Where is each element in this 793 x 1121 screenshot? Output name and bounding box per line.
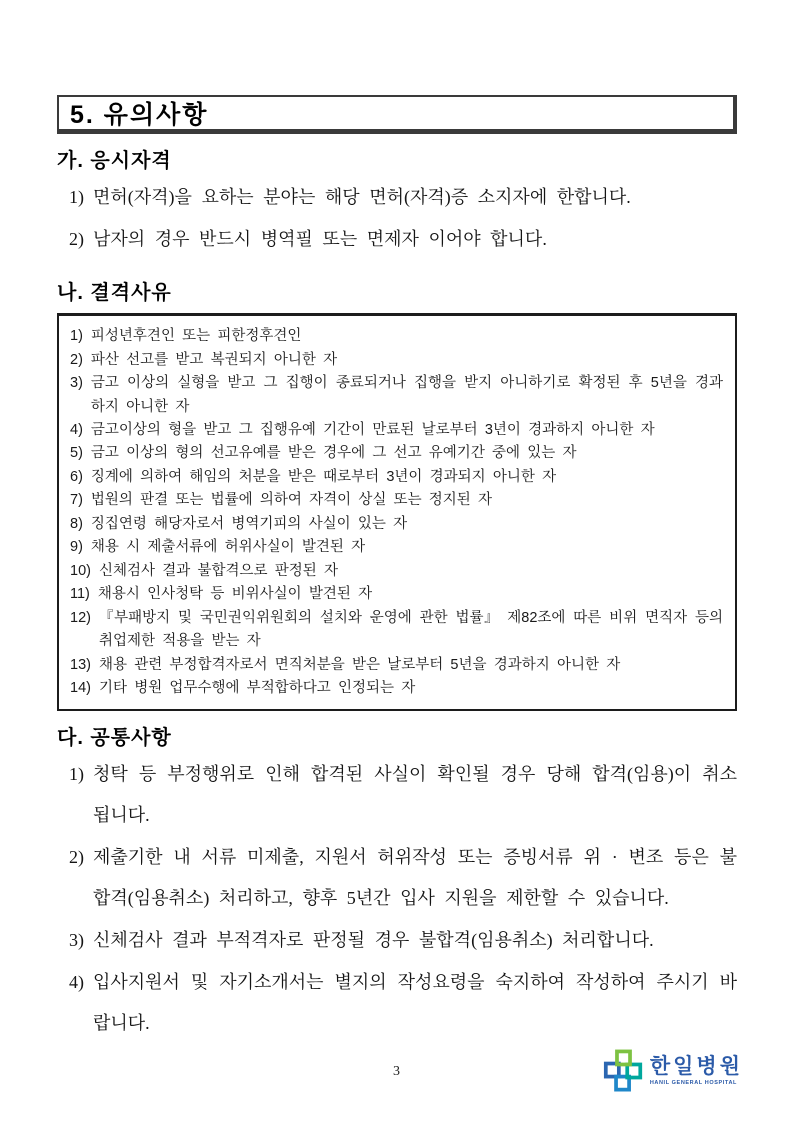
list-item bbox=[70, 419, 723, 442]
item-text: 면허(자격)을 요하는 분야는 해당 면허(자격)증 소지자에 한합니다. bbox=[93, 187, 631, 207]
section-a-heading: 가. 응시자격 bbox=[57, 150, 172, 172]
list-item bbox=[70, 677, 723, 700]
list-item bbox=[70, 536, 723, 559]
item-number: 2) bbox=[69, 846, 84, 867]
section-c-items bbox=[69, 754, 737, 1044]
logo-english-name: HANIL GENERAL HOSPITAL bbox=[649, 1080, 737, 1087]
list-item bbox=[70, 325, 723, 348]
item-text: 채용시 인사청탁 등 비위사실이 발견된 자 bbox=[97, 586, 373, 603]
list-item bbox=[69, 837, 737, 919]
section-c-heading: 다. 공통사항 bbox=[57, 726, 172, 749]
item-text: 금고 이상의 실형을 받고 그 집행이 종료되거나 집행을 받지 아니하기로 확정된 후 5년을 경과하지 아니한 자 bbox=[90, 375, 723, 415]
item-number: 5) bbox=[70, 445, 83, 462]
item-number: 3) bbox=[69, 929, 84, 950]
list-item bbox=[69, 962, 737, 1044]
item-number: 2) bbox=[69, 229, 84, 250]
section-title-box bbox=[57, 95, 737, 134]
item-number: 1) bbox=[70, 328, 83, 345]
item-text: 채용 시 제출서류에 허위사실이 발견된 자 bbox=[90, 539, 366, 556]
item-text: 제출기한 내 서류 미제출, 지원서 허위작성 또는 증빙서류 위 · 변조 등은 불합격(임용취소) 처리하고, 향후 5년간 입사 지원을 제한할 수 있습니다. bbox=[93, 846, 737, 908]
list-item bbox=[70, 489, 723, 512]
list-item bbox=[70, 654, 723, 677]
list-item bbox=[69, 219, 737, 260]
item-number: 13) bbox=[70, 656, 91, 673]
item-number: 7) bbox=[70, 492, 83, 509]
section-b-heading: 나. 결격사유 bbox=[57, 282, 172, 305]
hospital-logo bbox=[603, 1049, 743, 1093]
item-text: 입사지원서 및 자기소개서는 별지의 작성요령을 숙지하여 작성하여 주시기 바랍니다. bbox=[93, 971, 737, 1033]
item-number: 3) bbox=[70, 375, 83, 392]
item-number: 2) bbox=[70, 351, 83, 368]
item-number: 11) bbox=[70, 586, 90, 603]
section-a-items bbox=[69, 177, 737, 260]
item-text: 파산 선고를 받고 복권되지 아니한 자 bbox=[90, 351, 338, 368]
item-text: 『부패방지 및 국민권익위원회의 설치와 운영에 관한 법률』 제82조에 따른 비위 면직자 등의 취업제한 적용을 받는 자 bbox=[98, 609, 723, 650]
list-item bbox=[70, 560, 723, 583]
item-number: 6) bbox=[70, 468, 83, 485]
disqualification-box bbox=[57, 313, 737, 711]
item-text: 금고 이상의 형의 선고유예를 받은 경우에 그 선고 유예기간 중에 있는 자 bbox=[90, 445, 577, 462]
item-number: 10) bbox=[70, 562, 91, 579]
item-text: 채용 관련 부정합격자로서 면직처분을 받은 날로부터 5년을 경과하지 아니한 자 bbox=[98, 656, 621, 673]
page-number: 3 bbox=[393, 1064, 400, 1079]
logo-korean-name: 한일병원 bbox=[649, 1054, 743, 1078]
item-text: 법원의 판결 또는 법률에 의하여 자격이 상실 또는 정지된 자 bbox=[90, 492, 493, 509]
item-text: 남자의 경우 반드시 병역필 또는 면제자 이어야 합니다. bbox=[93, 229, 547, 250]
item-number: 14) bbox=[70, 680, 91, 697]
list-item bbox=[70, 372, 723, 419]
item-text: 징계에 의하여 해임의 처분을 받은 때로부터 3년이 경과되지 아니한 자 bbox=[90, 468, 557, 485]
item-number: 1) bbox=[69, 187, 84, 207]
list-item bbox=[70, 607, 723, 654]
hospital-cross-icon bbox=[603, 1049, 644, 1093]
item-number: 9) bbox=[70, 539, 83, 556]
item-number: 4) bbox=[69, 971, 84, 992]
logo-text bbox=[650, 1056, 743, 1086]
list-item bbox=[69, 177, 737, 218]
list-item bbox=[69, 754, 737, 836]
item-text: 청탁 등 부정행위로 인해 합격된 사실이 확인될 경우 당해 합격(임용)이 취소됩니다. bbox=[93, 763, 737, 825]
item-number: 8) bbox=[70, 515, 83, 532]
list-item bbox=[69, 920, 737, 961]
item-text: 신체검사 결과 불합격으로 판정된 자 bbox=[98, 562, 338, 579]
item-text: 징집연령 해당자로서 병역기피의 사실이 있는 자 bbox=[90, 515, 408, 532]
item-text: 기타 병원 업무수행에 부적합하다고 인정되는 자 bbox=[98, 680, 416, 697]
item-number: 4) bbox=[70, 422, 83, 438]
list-item bbox=[70, 349, 723, 372]
page-title: 5. 유의사항 bbox=[70, 101, 209, 129]
list-item bbox=[70, 442, 723, 465]
list-item bbox=[70, 513, 723, 536]
item-number: 1) bbox=[69, 763, 84, 784]
item-number: 12) bbox=[70, 609, 91, 626]
list-item bbox=[70, 583, 723, 606]
item-text: 피성년후견인 또는 피한정후견인 bbox=[90, 328, 302, 345]
list-item bbox=[70, 466, 723, 489]
item-text: 신체검사 결과 부적격자로 판정될 경우 불합격(임용취소) 처리합니다. bbox=[93, 929, 654, 950]
item-text: 금고이상의 형을 받고 그 집행유예 기간이 만료된 날로부터 3년이 경과하지 아니한 자 bbox=[90, 422, 655, 438]
